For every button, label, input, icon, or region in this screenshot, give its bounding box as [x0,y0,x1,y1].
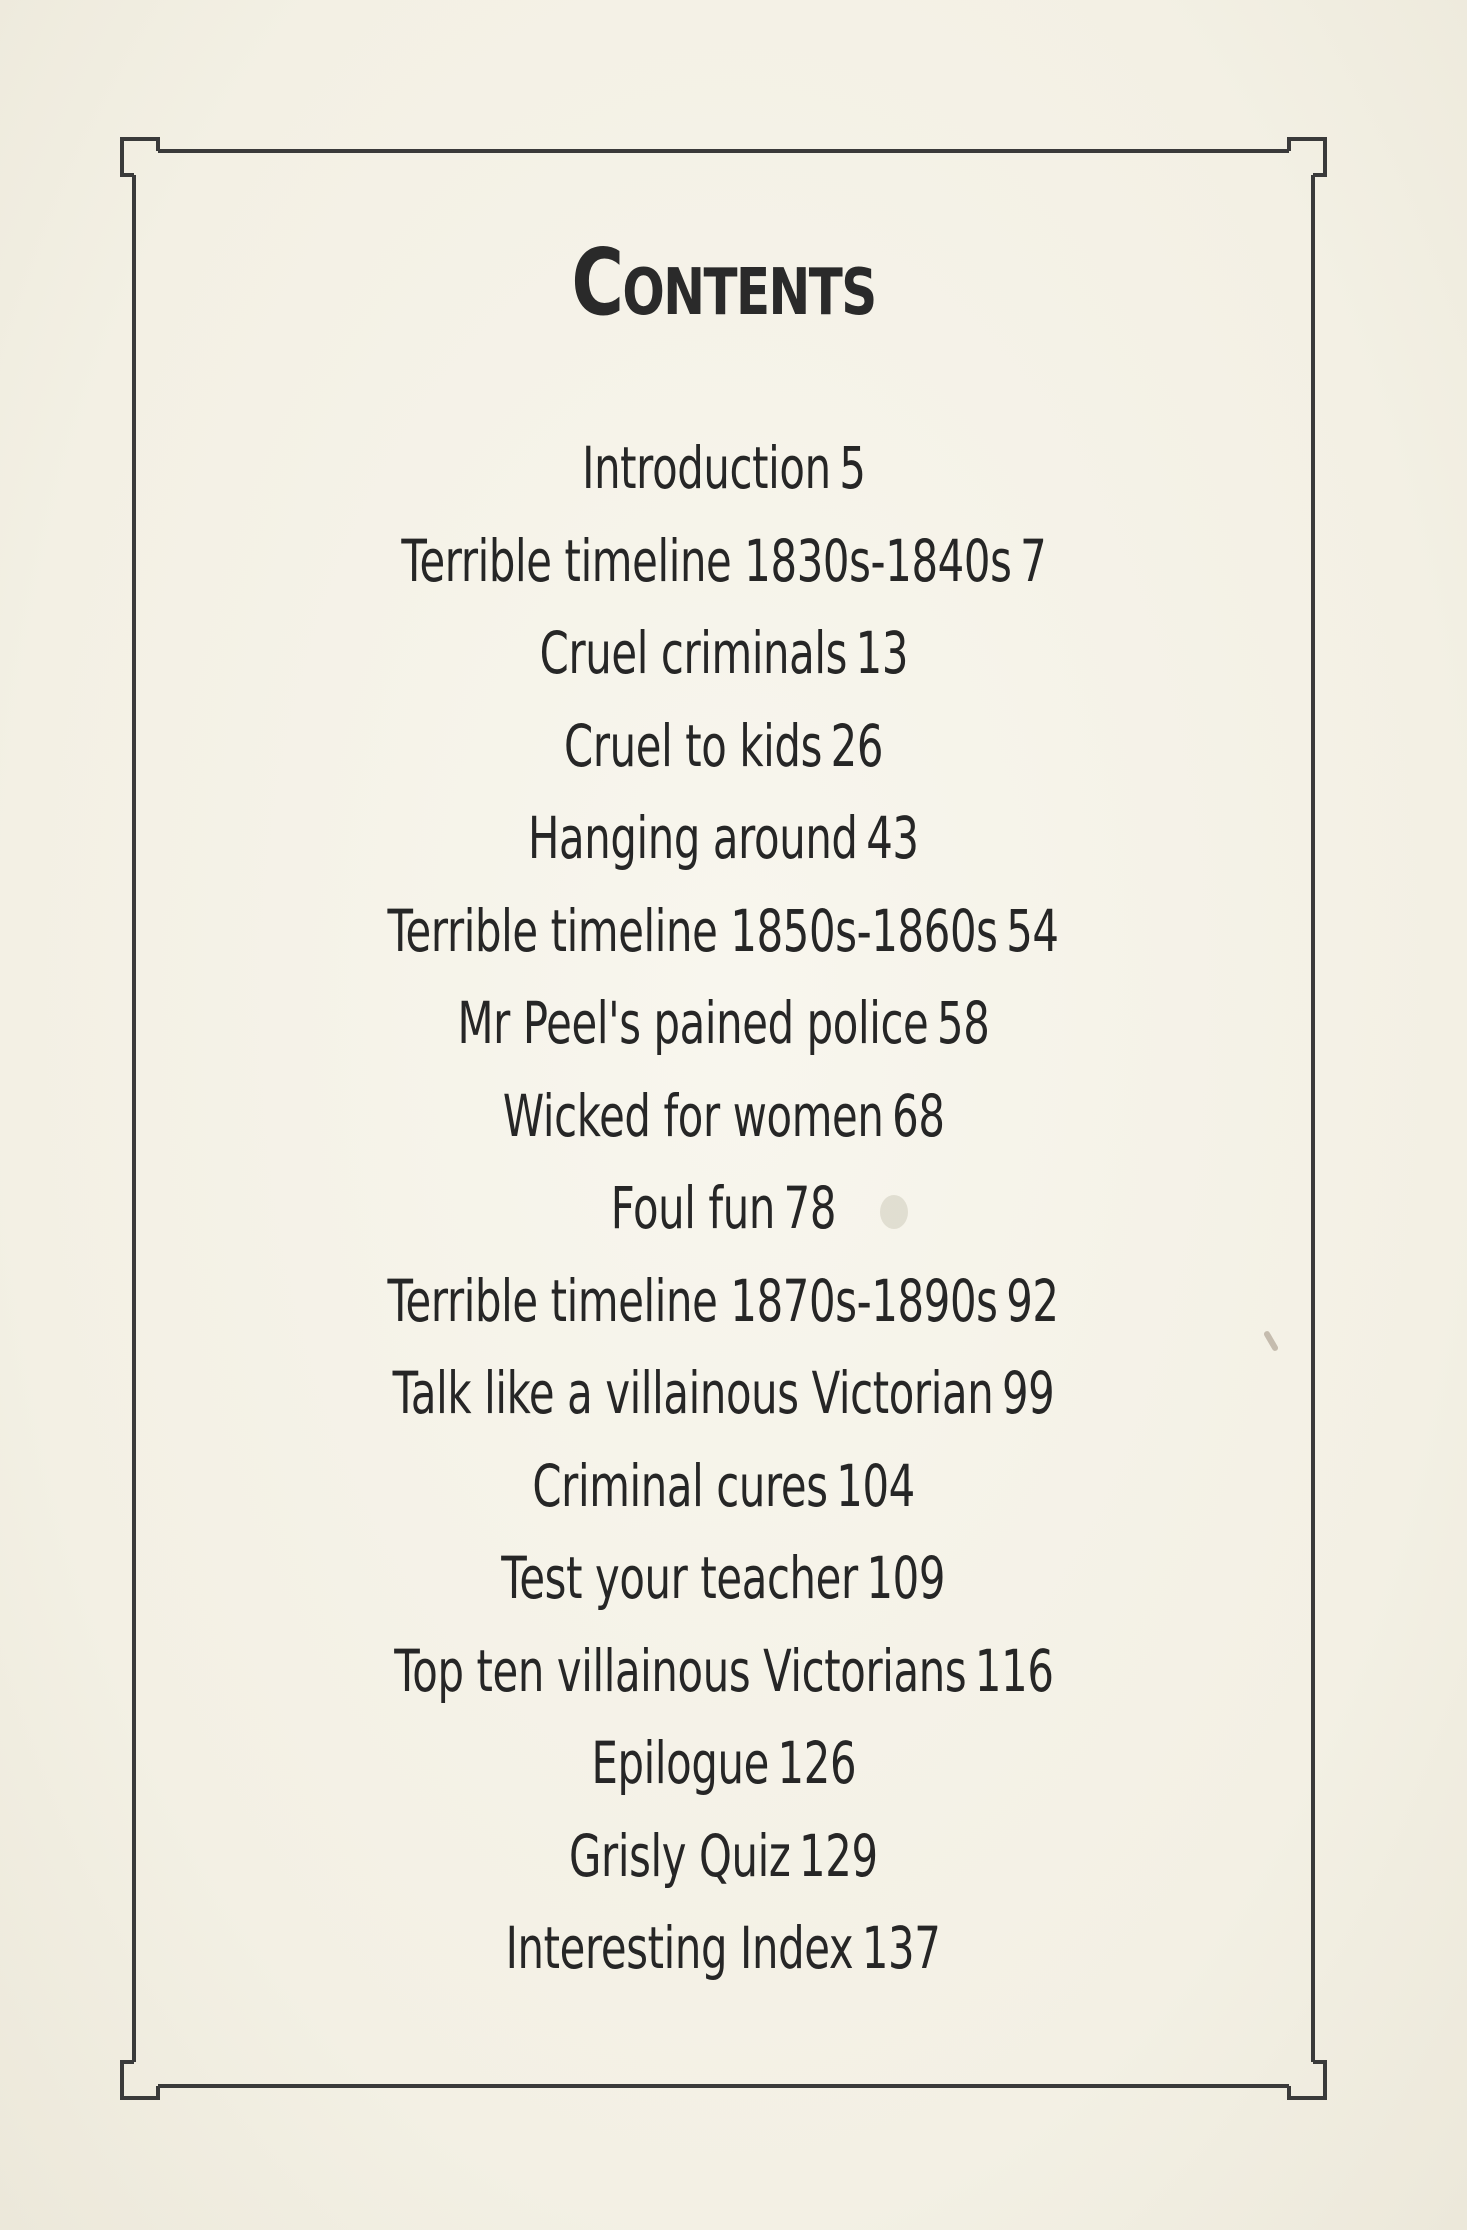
contents-heading: Contents [571,229,876,336]
contents-entry [120,1625,1327,1718]
entry-page-number: 13 [855,619,908,687]
contents-entry-text [506,1902,941,1995]
contents-entry [120,1255,1327,1348]
entry-page-number: 92 [1006,1266,1060,1335]
contents-entry-text [502,1532,946,1625]
entry-title: Foul fun [610,1174,776,1242]
entry-title: Epilogue [591,1729,769,1797]
contents-entry-text [582,422,865,515]
entry-page-number: 7 [1019,526,1046,595]
contents-entry-text [564,700,883,793]
contents-entry-text [388,1255,1059,1348]
contents-entry-text [611,1162,836,1255]
entry-page-number: 109 [866,1544,946,1612]
contents-entry [120,977,1327,1070]
contents-entry-text [569,1810,878,1903]
contents-list [120,422,1327,1995]
entry-title: Test your teacher [501,1544,859,1612]
contents-entry [120,1070,1327,1163]
contents-entry-text [457,977,989,1070]
contents-entry [120,1717,1327,1810]
contents-entry [120,607,1327,700]
contents-entry-text [394,1625,1053,1718]
entry-page-number: 129 [799,1821,878,1890]
contents-entry [120,1902,1327,1995]
contents-entry [120,792,1327,885]
contents-entry [120,1162,1327,1255]
entry-title: Terrible timeline 1870s-1890s [387,1266,998,1335]
contents-entry-text [503,1070,945,1163]
entry-page-number: 68 [891,1081,945,1150]
entry-page-number: 58 [937,989,990,1057]
contents-entry [120,700,1327,793]
entry-title: Cruel to kids [563,711,822,780]
entry-title: Interesting Index [506,1914,854,1982]
table-of-contents [120,137,1327,2100]
entry-page-number: 5 [838,434,866,502]
entry-title: Mr Peel's pained police [457,989,929,1057]
entry-title: Grisly Quiz [569,1821,791,1890]
entry-page-number: 99 [1001,1359,1055,1427]
contents-entry [120,1440,1327,1533]
contents-entry-text [591,1717,856,1810]
entry-page-number: 137 [862,1914,941,1982]
contents-entry-text [539,607,907,700]
entry-title: Top ten villainous Victorians [393,1636,966,1705]
contents-entry-text [388,885,1059,978]
contents-entry [120,515,1327,608]
entry-page-number: 104 [836,1451,915,1520]
entry-title: Terrible timeline 1830s-1840s [401,526,1012,595]
contents-entry-text [528,792,919,885]
contents-entry-text [393,1347,1055,1440]
entry-title: Wicked for women [502,1081,884,1150]
entry-title: Introduction [581,434,831,502]
contents-entry-text [532,1440,915,1533]
entry-page-number: 43 [866,804,919,872]
contents-entry [120,1532,1327,1625]
entry-page-number: 26 [830,711,884,780]
entry-title: Terrible timeline 1850s-1860s [387,896,998,965]
contents-entry [120,1347,1327,1440]
contents-entry [120,422,1327,515]
contents-entry-text [401,515,1046,608]
entry-page-number: 54 [1006,896,1060,965]
entry-page-number: 126 [777,1729,856,1797]
entry-page-number: 116 [974,1636,1054,1705]
entry-title: Hanging around [528,804,858,872]
entry-title: Criminal cures [532,1451,828,1520]
contents-entry [120,1810,1327,1903]
entry-title: Cruel criminals [539,619,847,687]
contents-entry [120,885,1327,978]
entry-title: Talk like a villainous Victorian [392,1359,994,1427]
entry-page-number: 78 [783,1174,837,1242]
